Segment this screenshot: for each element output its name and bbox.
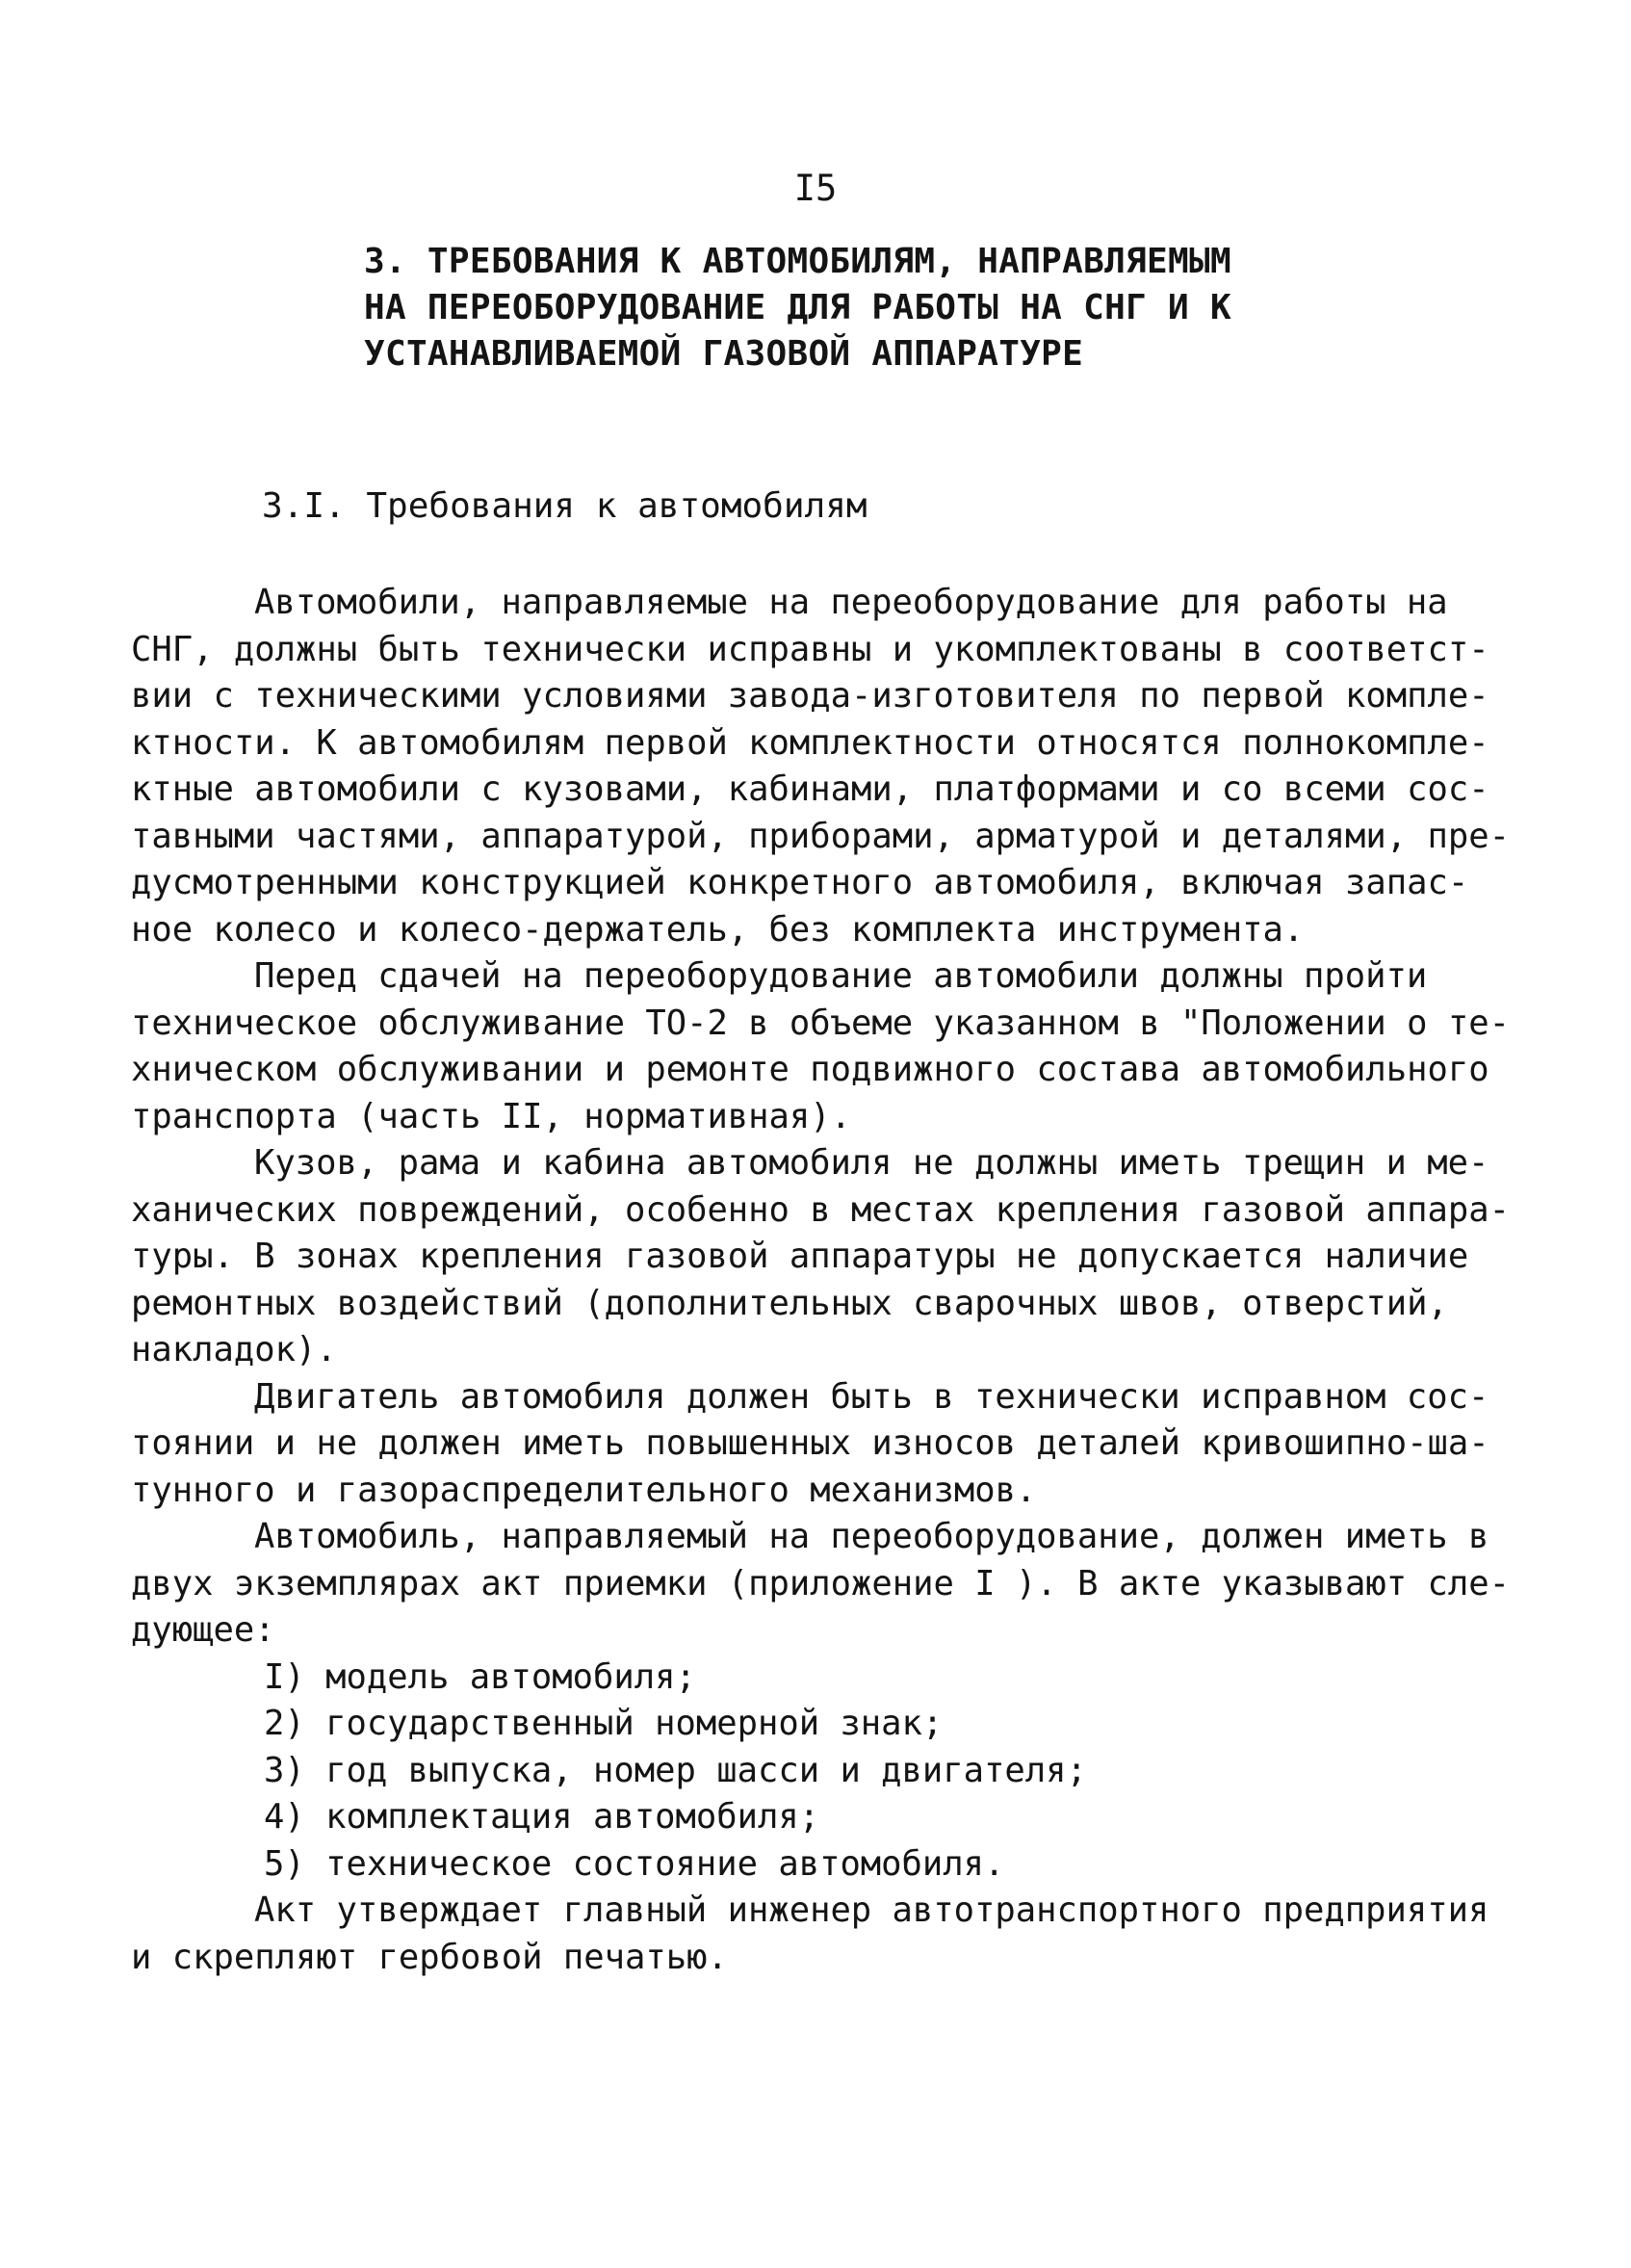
- text-line: Автомобили, направляемые на переоборудование для работы на: [254, 583, 1448, 622]
- text-line: СНГ, должны быть технически исправны и укомплектованы в соответст-: [131, 629, 1489, 669]
- list-item: 4) комплектация автомобиля;: [264, 1797, 820, 1837]
- text-line: накладок).: [131, 1330, 337, 1369]
- page-number: I5: [793, 168, 838, 209]
- paragraph-engine: [131, 1374, 1489, 1515]
- text-line: Двигатель автомобиля должен быть в технически исправном сос-: [254, 1376, 1489, 1417]
- text-line: дующее:: [131, 1610, 275, 1650]
- text-line: Кузов, рама и кабина автомобиля не должны иметь трещин и ме-: [254, 1143, 1489, 1183]
- text-line: тоянии и не должен иметь повышенных износов деталей кривошипно-ша-: [131, 1423, 1489, 1463]
- text-line: вии с техническими условиями завода-изготовителя по первой комплe-: [131, 676, 1489, 716]
- list-item: 5) техническое состояние автомобиля.: [264, 1843, 1005, 1884]
- section-title-line: 3. ТРЕБОВАНИЯ К АВТОМОБИЛЯМ, НАПРАВЛЯЕМЫМ: [364, 242, 1231, 281]
- text-line: туры. В зонах крепления газовой аппаратуры не допускается наличие: [131, 1237, 1469, 1276]
- text-line: тунного и газораспределительного механизмов.: [131, 1470, 1037, 1510]
- list-item: I) модель автомобиля;: [264, 1656, 696, 1697]
- list-item: 2) государственный номерной знак;: [264, 1704, 944, 1743]
- text-line: Автомобиль, направляемый на переоборудование, должен иметь в: [254, 1517, 1489, 1556]
- paragraph-approval: [131, 1888, 1489, 1981]
- list-item: 3) год выпуска, номер шасси и двигателя;: [264, 1750, 1087, 1790]
- paragraph-maintenance: [131, 953, 1510, 1140]
- body-text: [131, 580, 1510, 1981]
- paragraph-body-frame: [131, 1140, 1510, 1374]
- text-line: транспорта (часть II, нормативная).: [131, 1096, 852, 1136]
- text-line: тавными частями, аппаратурой, приборами, арматурой и деталями, пре-: [131, 816, 1510, 856]
- act-contents-list: [131, 1655, 1479, 1889]
- text-line: хническом обслуживании и ремонте подвижного состава автомобильного: [131, 1050, 1489, 1089]
- subsection-title: 3.I. Требования к автомобилям: [262, 486, 867, 526]
- text-line: ное колесо и колесо-держатель, без комплекта инструмента.: [131, 909, 1305, 950]
- text-line: ктные автомобили с кузовами, кабинами, платформами и со всеми сос-: [131, 769, 1489, 809]
- paragraph-requirements: [131, 580, 1510, 953]
- text-line: ханических повреждений, особенно в местах крепления газовой аппара-: [131, 1189, 1510, 1230]
- text-line: техническое обслуживание ТО-2 в объеме указанном в "Положении о те-: [131, 1003, 1510, 1043]
- text-line: Акт утверждает главный инженер автотранспортного предприятия: [254, 1890, 1489, 1930]
- paragraph-acceptance-act: [131, 1514, 1510, 1655]
- text-line: ктности. К автомобилям первой комплектности относятся полнокомплe-: [131, 722, 1489, 763]
- section-title-line: НА ПЕРЕОБОРУДОВАНИЕ ДЛЯ РАБОТЫ НА СНГ И К: [364, 288, 1231, 327]
- text-line: дусмотренными конструкцией конкретного автомобиля, включая запас-: [131, 863, 1469, 902]
- section-title: [364, 239, 1519, 378]
- text-line: и скрепляют гербовой печатью.: [131, 1937, 728, 1977]
- section-title-line: УСТАНАВЛИВАЕМОЙ ГАЗОВОЙ АППАРАТУРЕ: [364, 334, 1084, 374]
- text-line: Перед сдачей на переоборудование автомобили должны пройти: [254, 956, 1428, 996]
- text-line: ремонтных воздействий (дополнительных сварочных швов, отверстий,: [131, 1283, 1448, 1323]
- text-line: двух экземплярах акт приемки (приложение I ). В акте указывают сле-: [131, 1563, 1510, 1603]
